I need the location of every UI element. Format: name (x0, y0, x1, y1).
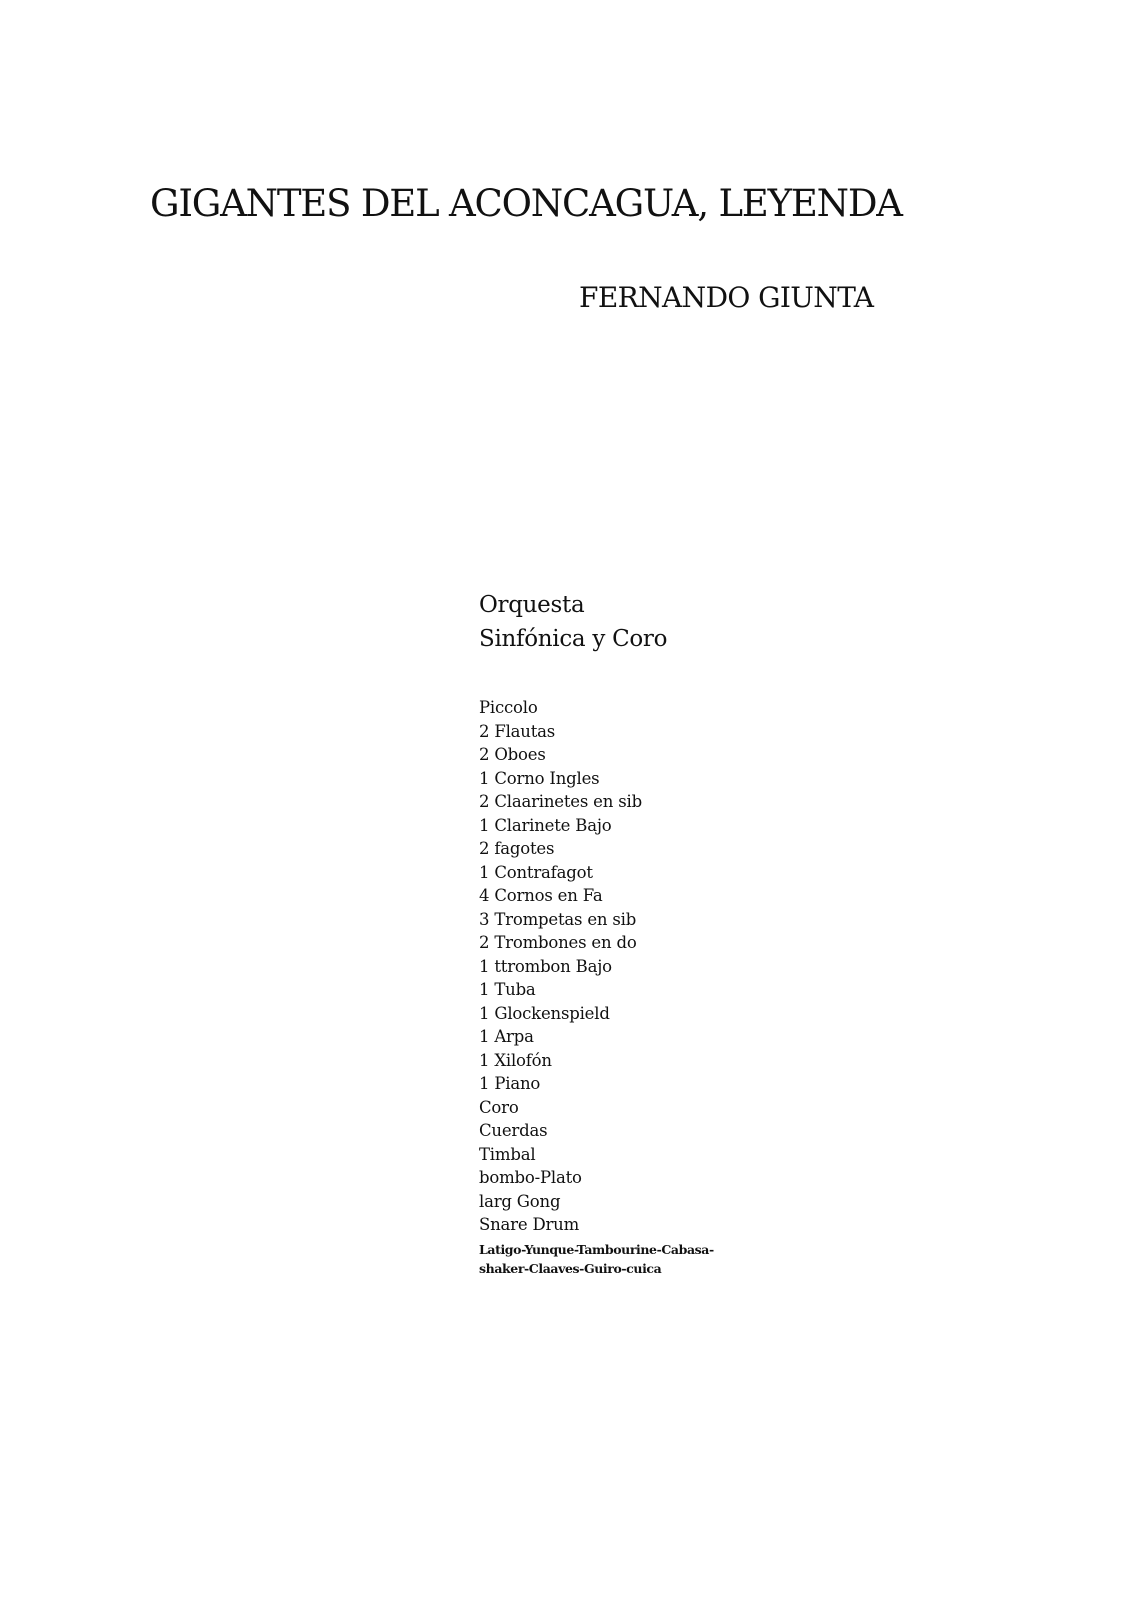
ensemble-line-symphonic-choir: Sinfónica y Coro (479, 626, 668, 652)
instrumentation-list (479, 696, 642, 1237)
instrument-item: 1 Clarinete Bajo (479, 815, 612, 835)
instrument-item: Piccolo (479, 698, 538, 717)
instrument-item: 3 Trompetas en sib (479, 909, 637, 929)
ensemble-description (479, 588, 667, 656)
instrument-item: Cuerdas (479, 1121, 548, 1140)
instrument-item: 2 fagotes (479, 839, 555, 858)
ensemble-line-orchestra: Orquesta (479, 592, 585, 618)
instrument-item: Timbal (479, 1144, 536, 1164)
instrument-item: 1 Xilofón (479, 1050, 552, 1070)
instrument-item: 1 Piano (479, 1074, 541, 1093)
instrument-item: 2 Oboes (479, 745, 546, 764)
instrument-item: 1 Tuba (479, 980, 536, 999)
instrument-item: 1 Corno Ingles (479, 768, 600, 788)
instrument-item: 1 Contrafagot (479, 862, 593, 882)
instrument-item: bombo-Plato (479, 1168, 582, 1187)
percussion-line: Latigo-Yunque-Tambourine-Cabasa- (479, 1242, 714, 1257)
instrument-item: 1 Glockenspield (479, 1003, 610, 1023)
composer-name: FERNANDO GIUNTA (579, 281, 874, 314)
percussion-line: shaker-Claaves-Guiro-cuica (479, 1261, 662, 1276)
work-title: GIGANTES DEL ACONCAGUA, LEYENDA (150, 182, 902, 225)
instrument-item: Coro (479, 1097, 519, 1117)
instrument-item: 2 Claarinetes en sib (479, 792, 642, 811)
instrument-item: Snare Drum (479, 1215, 580, 1234)
instrument-item: 2 Trombones en do (479, 933, 637, 952)
auxiliary-percussion-list (479, 1240, 714, 1278)
instrument-item: larg Gong (479, 1191, 561, 1211)
instrument-item: 1 ttrombon Bajo (479, 956, 612, 976)
instrument-item: 1 Arpa (479, 1027, 534, 1046)
instrument-item: 2 Flautas (479, 721, 556, 741)
instrument-item: 4 Cornos en Fa (479, 886, 603, 905)
